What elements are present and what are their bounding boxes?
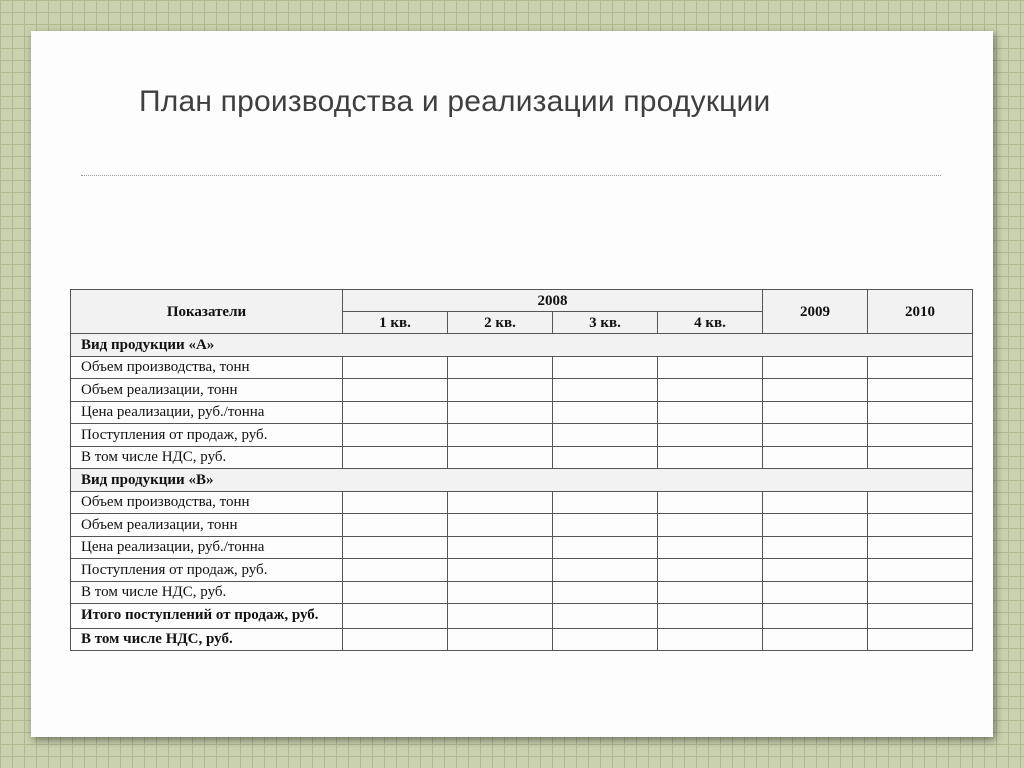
group-row-product-b [71, 469, 973, 492]
table-row-total-sales [71, 604, 973, 629]
table-cell [343, 379, 448, 402]
row-label: Объем производства, тонн [71, 356, 343, 379]
table-cell [868, 559, 973, 582]
table-cell [343, 491, 448, 514]
table-cell [658, 514, 763, 537]
table-cell [868, 581, 973, 604]
table-cell [553, 379, 658, 402]
table-cell [763, 356, 868, 379]
table-cell [448, 356, 553, 379]
table-cell [658, 581, 763, 604]
table-row [71, 536, 973, 559]
table-row [71, 559, 973, 582]
header-quarter-1: 1 кв. [343, 312, 448, 334]
table-cell [658, 379, 763, 402]
table-cell [448, 491, 553, 514]
table-cell [658, 559, 763, 582]
table-cell [553, 401, 658, 424]
table-row-total-vat [71, 628, 973, 651]
table-cell [868, 401, 973, 424]
table-cell [868, 356, 973, 379]
table-cell [763, 559, 868, 582]
table-cell [553, 514, 658, 537]
table-row [71, 401, 973, 424]
table-cell [763, 446, 868, 469]
table-cell [658, 356, 763, 379]
group-title-product-a: Вид продукции «А» [71, 334, 973, 357]
table-row [71, 446, 973, 469]
table-cell [658, 628, 763, 651]
row-label: Поступления от продаж, руб. [71, 424, 343, 447]
table-cell [763, 401, 868, 424]
row-label-total-vat: В том числе НДС, руб. [71, 628, 343, 651]
slide-title: План производства и реализации продукции [139, 85, 771, 118]
table-row [71, 514, 973, 537]
group-row-product-a [71, 334, 973, 357]
table-cell [868, 446, 973, 469]
table-cell [553, 581, 658, 604]
table-cell [763, 628, 868, 651]
table-cell [553, 628, 658, 651]
table-cell [553, 356, 658, 379]
table-row [71, 491, 973, 514]
table-cell [658, 446, 763, 469]
slide [31, 31, 993, 737]
header-quarter-2: 2 кв. [448, 312, 553, 334]
table-cell [343, 401, 448, 424]
header-year-2009: 2009 [763, 290, 868, 334]
header-year-2010: 2010 [868, 290, 973, 334]
table-cell [343, 536, 448, 559]
row-label: В том числе НДС, руб. [71, 581, 343, 604]
table-row [71, 424, 973, 447]
table-cell [553, 536, 658, 559]
table-cell [868, 424, 973, 447]
table-cell [763, 491, 868, 514]
table-cell [868, 628, 973, 651]
table-cell [868, 604, 973, 629]
table-cell [658, 604, 763, 629]
table-cell [343, 559, 448, 582]
table-cell [343, 604, 448, 629]
table-cell [448, 536, 553, 559]
title-divider [81, 175, 941, 176]
table-cell [553, 559, 658, 582]
header-indicators: Показатели [71, 290, 343, 334]
table-cell [763, 379, 868, 402]
table-row [71, 356, 973, 379]
table-cell [448, 424, 553, 447]
table-cell [763, 604, 868, 629]
table-cell [448, 628, 553, 651]
row-label: Объем реализации, тонн [71, 514, 343, 537]
row-label: Поступления от продаж, руб. [71, 559, 343, 582]
table-cell [448, 379, 553, 402]
table-cell [448, 581, 553, 604]
table-cell [343, 514, 448, 537]
row-label-total-sales: Итого поступлений от продаж, руб. [71, 604, 343, 629]
table-cell [868, 536, 973, 559]
table-cell [448, 446, 553, 469]
table-row [71, 379, 973, 402]
table-cell [658, 401, 763, 424]
row-label: Цена реализации, руб./тонна [71, 401, 343, 424]
table-cell [553, 424, 658, 447]
table-cell [448, 401, 553, 424]
table-cell [868, 491, 973, 514]
table-cell [553, 604, 658, 629]
table-cell [343, 424, 448, 447]
table-cell [763, 581, 868, 604]
table-cell [448, 514, 553, 537]
table-cell [343, 628, 448, 651]
table-cell [763, 536, 868, 559]
group-title-product-b: Вид продукции «В» [71, 469, 973, 492]
table-cell [448, 604, 553, 629]
table-header-row [71, 290, 973, 312]
row-label: Цена реализации, руб./тонна [71, 536, 343, 559]
row-label: Объем реализации, тонн [71, 379, 343, 402]
header-year-2008: 2008 [343, 290, 763, 312]
table-cell [763, 424, 868, 447]
table-cell [868, 379, 973, 402]
table-cell [343, 581, 448, 604]
row-label: Объем производства, тонн [71, 491, 343, 514]
table-cell [553, 446, 658, 469]
table-cell [343, 446, 448, 469]
table-cell [658, 424, 763, 447]
production-plan-table [70, 289, 973, 651]
table-cell [343, 356, 448, 379]
row-label: В том числе НДС, руб. [71, 446, 343, 469]
header-quarter-4: 4 кв. [658, 312, 763, 334]
table-cell [658, 491, 763, 514]
table-cell [868, 514, 973, 537]
header-quarter-3: 3 кв. [553, 312, 658, 334]
table-cell [553, 491, 658, 514]
table-row [71, 581, 973, 604]
table-cell [763, 514, 868, 537]
table-cell [658, 536, 763, 559]
table-cell [448, 559, 553, 582]
